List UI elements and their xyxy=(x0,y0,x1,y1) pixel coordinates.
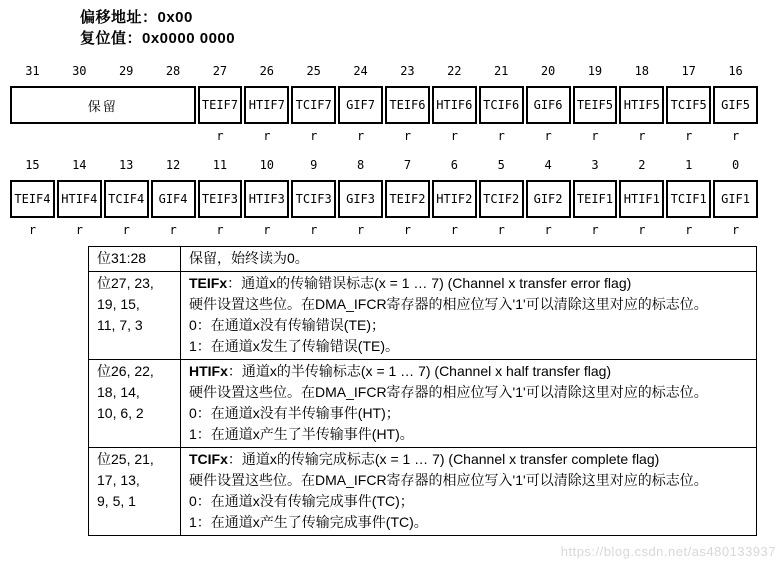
desc-text: 0：在通道x没有传输错误(TE)； xyxy=(189,317,385,333)
bit-cell-htif6: HTIF6 xyxy=(432,86,477,124)
desc-content-cell xyxy=(181,247,757,272)
desc-content-line xyxy=(189,491,748,512)
desc-text: 硬件设置这些位。在DMA_IFCR寄存器的相应位写入'1'可以清除这里对应的标志位。 xyxy=(189,472,708,488)
access-r-mark: r xyxy=(75,223,83,237)
desc-text: ：通道x的传输完成标志(x = 1 … 7) (Channel x transfer complete flag) xyxy=(227,451,660,467)
access-row xyxy=(10,129,758,143)
desc-row xyxy=(89,247,757,272)
bit-number: 20 xyxy=(540,64,556,78)
bitfield-row-2 xyxy=(10,158,758,237)
register-header xyxy=(0,0,784,49)
desc-content-line xyxy=(189,273,748,294)
bit-numbers-row xyxy=(10,64,758,78)
bit-number: 28 xyxy=(165,64,181,78)
bit-cell-gif1: GIF1 xyxy=(713,180,758,218)
access-r-mark: r xyxy=(122,223,130,237)
bit-cell-teif1: TEIF1 xyxy=(573,180,618,218)
desc-text: 1：在通道x产生了半传输事件(HT)。 xyxy=(189,426,414,442)
access-r-mark: r xyxy=(544,223,552,237)
bit-number: 25 xyxy=(306,64,321,78)
bit-number: 23 xyxy=(400,64,415,78)
desc-bits-line: 17, 13, xyxy=(97,472,140,488)
desc-row xyxy=(89,360,757,448)
bit-cell-htif3: HTIF3 xyxy=(244,180,289,218)
bit-cell-gif2: GIF2 xyxy=(526,180,571,218)
access-r-mark: r xyxy=(731,129,740,143)
bit-cell-tcif5: TCIF5 xyxy=(666,86,711,124)
desc-text: 保留，始终读为0。 xyxy=(189,250,309,266)
bit-number: 17 xyxy=(681,64,696,78)
bit-number: 3 xyxy=(591,158,599,172)
desc-bits-line: 9, 5, 1 xyxy=(97,493,136,509)
access-r-mark: r xyxy=(28,223,37,237)
bit-cell-teif6: TEIF6 xyxy=(385,86,430,124)
desc-bits-cell xyxy=(89,272,181,360)
desc-content-line xyxy=(189,294,748,315)
desc-content-cell xyxy=(181,448,757,536)
bit-number: 27 xyxy=(212,64,228,78)
desc-content-line xyxy=(189,449,748,470)
bit-cells-row xyxy=(10,180,758,218)
desc-content-line xyxy=(189,470,748,491)
desc-text: ：通道x的半传输标志(x = 1 … 7) (Channel x half transfer flag) xyxy=(227,363,612,379)
access-r-mark: r xyxy=(450,129,458,143)
desc-content-line xyxy=(189,424,748,445)
desc-bits-line: 19, 15, xyxy=(97,296,140,312)
desc-bits-cell xyxy=(89,448,181,536)
access-r-mark: r xyxy=(497,223,505,237)
bit-number: 29 xyxy=(118,64,134,78)
access-r-mark: r xyxy=(403,223,412,237)
bit-number: 9 xyxy=(310,158,318,172)
access-r-mark: r xyxy=(685,223,693,237)
access-r-mark: r xyxy=(450,223,458,237)
bit-number: 18 xyxy=(634,64,650,78)
access-r-mark: r xyxy=(216,223,224,237)
offset-address-line: 偏移地址：0x00 xyxy=(80,9,193,26)
desc-text: 硬件设置这些位。在DMA_IFCR寄存器的相应位写入'1'可以清除这里对应的标志位。 xyxy=(189,384,708,400)
desc-content-line xyxy=(189,248,748,269)
reserved-cell: 保留 xyxy=(10,86,196,124)
bit-number: 1 xyxy=(685,158,693,172)
bit-cell-tcif3: TCIF3 xyxy=(291,180,336,218)
desc-content-cell xyxy=(181,272,757,360)
watermark-url: https://blog.csdn.net/as480133937 xyxy=(560,544,776,559)
access-r-mark: r xyxy=(263,223,271,237)
bit-cell-htif5: HTIF5 xyxy=(619,86,664,124)
access-r-mark: r xyxy=(731,223,740,237)
desc-bits-line: 位25, 21, xyxy=(97,451,154,467)
bit-number: 8 xyxy=(356,158,365,172)
bit-cells-row xyxy=(10,86,758,124)
bit-number: 31 xyxy=(25,64,40,78)
desc-bits-cell xyxy=(89,360,181,448)
access-r-mark: r xyxy=(638,223,646,237)
bit-number: 22 xyxy=(447,64,462,78)
bit-cell-gif4: GIF4 xyxy=(151,180,196,218)
access-r-mark: r xyxy=(216,129,224,143)
desc-content-line xyxy=(189,382,748,403)
bit-cell-tcif2: TCIF2 xyxy=(479,180,524,218)
bit-cell-tcif4: TCIF4 xyxy=(104,180,149,218)
field-keyword: HTIFx xyxy=(189,363,228,379)
access-r-mark: r xyxy=(356,223,365,237)
desc-content-cell xyxy=(181,360,757,448)
desc-bits-line: 11, 7, 3 xyxy=(97,317,143,333)
bit-cell-teif5: TEIF5 xyxy=(573,86,618,124)
desc-content-line xyxy=(189,315,748,336)
desc-text: 1：在通道x发生了传输错误(TE)。 xyxy=(189,338,399,354)
bit-cell-tcif6: TCIF6 xyxy=(479,86,524,124)
bit-number: 7 xyxy=(403,158,412,172)
desc-content-line xyxy=(189,403,748,424)
access-r-mark: r xyxy=(591,223,599,237)
bit-cell-htif4: HTIF4 xyxy=(57,180,102,218)
access-r-mark: r xyxy=(356,129,365,143)
bit-number: 16 xyxy=(728,64,743,78)
bit-cell-gif7: GIF7 xyxy=(338,86,383,124)
bit-cell-gif5: GIF5 xyxy=(713,86,758,124)
bit-number: 10 xyxy=(259,158,275,172)
bit-cell-tcif1: TCIF1 xyxy=(666,180,711,218)
desc-text: ：通道x的传输错误标志(x = 1 … 7) (Channel x transfer error flag) xyxy=(227,275,632,291)
desc-content-line xyxy=(189,512,748,533)
access-r-mark: r xyxy=(310,223,318,237)
access-r-mark: r xyxy=(685,129,693,143)
access-r-mark: r xyxy=(544,129,552,143)
bit-cell-teif2: TEIF2 xyxy=(385,180,430,218)
access-empty xyxy=(10,129,196,143)
bit-number: 2 xyxy=(638,158,646,172)
bit-cell-htif2: HTIF2 xyxy=(432,180,477,218)
desc-text: 硬件设置这些位。在DMA_IFCR寄存器的相应位写入'1'可以清除这里对应的标志位。 xyxy=(189,296,708,312)
access-r-mark: r xyxy=(310,129,318,143)
access-row xyxy=(10,223,758,237)
field-keyword: TEIFx xyxy=(189,275,228,291)
bit-number: 21 xyxy=(493,64,509,78)
desc-bits-line: 18, 14, xyxy=(97,384,140,400)
desc-bits-cell xyxy=(89,247,181,272)
bit-number: 5 xyxy=(497,158,505,172)
bit-number: 4 xyxy=(544,158,552,172)
access-r-mark: r xyxy=(403,129,412,143)
bit-number: 26 xyxy=(259,64,275,78)
bit-cell-gif3: GIF3 xyxy=(338,180,383,218)
bit-number: 0 xyxy=(731,158,740,172)
bit-cell-teif3: TEIF3 xyxy=(198,180,243,218)
desc-bits-line: 10, 6, 2 xyxy=(97,405,144,421)
desc-content-line xyxy=(189,336,748,357)
desc-text: 0：在通道x没有传输完成事件(TC)； xyxy=(189,493,414,509)
desc-bits-line: 位27, 23, xyxy=(97,275,154,291)
desc-content-line xyxy=(189,361,748,382)
bit-cell-teif4: TEIF4 xyxy=(10,180,55,218)
bit-cell-htif1: HTIF1 xyxy=(619,180,664,218)
bit-number: 24 xyxy=(353,64,368,78)
bit-number: 11 xyxy=(212,158,228,172)
desc-row xyxy=(89,272,757,360)
bit-number: 15 xyxy=(25,158,40,172)
bit-cell-teif7: TEIF7 xyxy=(198,86,243,124)
bitfield-row-1 xyxy=(10,64,758,143)
bit-cell-htif7: HTIF7 xyxy=(244,86,289,124)
bit-number: 14 xyxy=(72,158,87,172)
access-r-mark: r xyxy=(591,129,599,143)
access-r-mark: r xyxy=(169,223,177,237)
access-r-mark: r xyxy=(638,129,646,143)
bit-cell-tcif7: TCIF7 xyxy=(291,86,336,124)
desc-text: 0：在通道x没有半传输事件(HT)； xyxy=(189,405,400,421)
bitfield-diagram xyxy=(10,64,758,237)
reset-value-line: 复位值：0x0000 0000 xyxy=(80,30,236,47)
desc-row xyxy=(89,448,757,536)
desc-bits-line: 位26, 22, xyxy=(97,363,154,379)
access-r-mark: r xyxy=(497,129,505,143)
access-r-mark: r xyxy=(263,129,271,143)
bit-numbers-row xyxy=(10,158,758,172)
bit-number: 19 xyxy=(587,64,603,78)
bit-cell-gif6: GIF6 xyxy=(526,86,571,124)
desc-text: 1：在通道x产生了传输完成事件(TC)。 xyxy=(189,514,428,530)
desc-bits-line: 位31:28 xyxy=(97,250,147,266)
bit-number: 6 xyxy=(450,158,458,172)
bit-number: 12 xyxy=(165,158,181,172)
bit-number: 13 xyxy=(118,158,134,172)
bit-description-table xyxy=(88,246,757,536)
field-keyword: TCIFx xyxy=(189,451,228,467)
bit-number: 30 xyxy=(72,64,87,78)
